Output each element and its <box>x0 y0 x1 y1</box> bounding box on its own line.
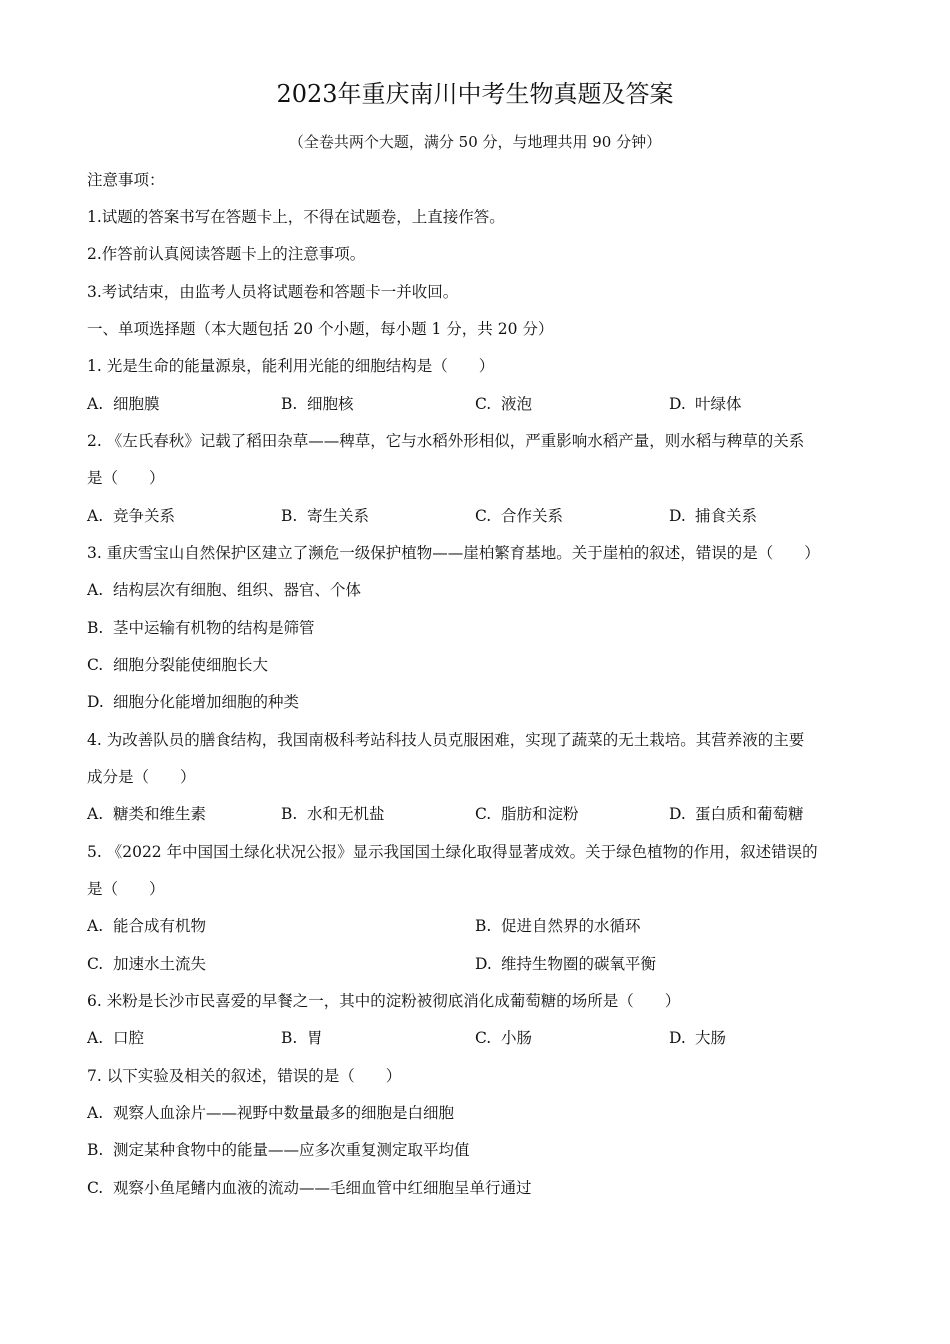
option-letter: D. <box>669 395 686 413</box>
section-heading: 一、单项选择题（本大题包括 20 个小题，每小题 1 分，共 20 分） <box>87 320 554 338</box>
option-letter: C. <box>475 1029 492 1047</box>
option-letter: A. <box>87 507 104 525</box>
option-text: 细胞分裂能使细胞长大 <box>113 656 269 674</box>
option-letter: A. <box>87 581 104 599</box>
option <box>669 504 757 528</box>
question-stem: 7. 以下实验及相关的叙述，错误的是（ ） <box>87 1067 402 1085</box>
option-text: 捕食关系 <box>695 507 758 525</box>
option-letter: B. <box>281 1029 298 1047</box>
option <box>669 1026 726 1050</box>
option-letter: D. <box>669 805 686 823</box>
option <box>475 1026 532 1050</box>
option <box>475 392 532 416</box>
option <box>281 1026 323 1050</box>
option-text: 细胞核 <box>307 395 354 413</box>
option-letter: B. <box>87 1141 104 1159</box>
option-text: 茎中运输有机物的结构是筛管 <box>113 619 315 637</box>
question-stem: 6. 米粉是长沙市民喜爱的早餐之一，其中的淀粉被彻底消化成葡萄糖的场所是（ ） <box>87 992 681 1010</box>
page-subtitle: （全卷共两个大题，满分 50 分，与地理共用 90 分钟） <box>288 133 662 151</box>
option <box>87 578 361 602</box>
option-text: 液泡 <box>501 395 533 413</box>
option-text: 寄生关系 <box>307 507 370 525</box>
option <box>669 802 804 826</box>
question-stem: 成分是（ ） <box>87 768 196 786</box>
option-letter: C. <box>87 656 104 674</box>
option <box>281 802 385 826</box>
question-stem: 是（ ） <box>87 469 165 487</box>
option-text: 叶绿体 <box>695 395 742 413</box>
option-text: 脂肪和淀粉 <box>501 805 579 823</box>
option-letter: A. <box>87 917 104 935</box>
option-letter: C. <box>87 1179 104 1197</box>
option-text: 水和无机盐 <box>307 805 385 823</box>
question-stem: 1. 光是生命的能量源泉，能利用光能的细胞结构是（ ） <box>87 357 495 375</box>
option-letter: B. <box>475 917 492 935</box>
option <box>475 802 579 826</box>
option-text: 细胞分化能增加细胞的种类 <box>113 693 300 711</box>
option <box>281 504 369 528</box>
option <box>475 504 563 528</box>
option-letter: A. <box>87 395 104 413</box>
option <box>87 1176 532 1200</box>
option-text: 合作关系 <box>501 507 564 525</box>
notice-item: 3.考试结束，由监考人员将试题卷和答题卡一并收回。 <box>87 283 459 301</box>
option <box>475 952 656 976</box>
option <box>87 1026 144 1050</box>
option-letter: C. <box>475 805 492 823</box>
question-stem: 2. 《左氏春秋》记载了稻田杂草——稗草，它与水稻外形相似，严重影响水稻产量，则水稻与稗草的关系 <box>87 432 805 450</box>
option-text: 竞争关系 <box>113 507 176 525</box>
option-text: 大肠 <box>695 1029 727 1047</box>
option <box>87 392 160 416</box>
option-text: 测定某种食物中的能量——应多次重复测定取平均值 <box>113 1141 470 1159</box>
option <box>669 392 742 416</box>
option-letter: B. <box>281 805 298 823</box>
page-title: 2023年重庆南川中考生物真题及答案 <box>276 80 674 108</box>
option-letter: B. <box>87 619 104 637</box>
notice-heading: 注意事项： <box>87 171 165 189</box>
option-text: 胃 <box>307 1029 323 1047</box>
option <box>87 653 268 677</box>
option-letter: D. <box>669 507 686 525</box>
option-text: 能合成有机物 <box>113 917 207 935</box>
question-stem: 4. 为改善队员的膳食结构，我国南极科考站科技人员克服困难，实现了蔬菜的无土栽培。其营养液的主要 <box>87 731 805 749</box>
option-letter: A. <box>87 805 104 823</box>
option <box>281 392 354 416</box>
option-letter: D. <box>87 693 104 711</box>
option-letter: B. <box>281 507 298 525</box>
option <box>87 1138 470 1162</box>
notice-item: 1.试题的答案书写在答题卡上，不得在试题卷，上直接作答。 <box>87 208 505 226</box>
option-letter: A. <box>87 1104 104 1122</box>
option-text: 糖类和维生素 <box>113 805 207 823</box>
option-letter: C. <box>475 507 492 525</box>
option-text: 观察小鱼尾鳍内血液的流动——毛细血管中红细胞呈单行通过 <box>113 1179 532 1197</box>
option <box>87 1101 454 1125</box>
option-text: 蛋白质和葡萄糖 <box>695 805 804 823</box>
option-letter: D. <box>669 1029 686 1047</box>
option-text: 观察人血涂片——视野中数量最多的细胞是白细胞 <box>113 1104 455 1122</box>
option <box>87 952 206 976</box>
option-letter: C. <box>87 955 104 973</box>
option-text: 细胞膜 <box>113 395 160 413</box>
option-text: 口腔 <box>113 1029 145 1047</box>
option-letter: B. <box>281 395 298 413</box>
option-letter: A. <box>87 1029 104 1047</box>
option <box>87 616 315 640</box>
option <box>87 802 206 826</box>
option-text: 加速水土流失 <box>113 955 207 973</box>
question-stem: 5. 《2022 年中国国土绿化状况公报》显示我国国土绿化取得显著成效。关于绿色植物的作用，叙述错误的 <box>87 843 818 861</box>
option-text: 结构层次有细胞、组织、器官、个体 <box>113 581 362 599</box>
question-stem: 是（ ） <box>87 880 165 898</box>
option-letter: C. <box>475 395 492 413</box>
option-text: 小肠 <box>501 1029 533 1047</box>
option <box>87 914 206 938</box>
option <box>475 914 641 938</box>
question-stem: 3. 重庆雪宝山自然保护区建立了濒危一级保护植物——崖柏繁育基地。关于崖柏的叙述，错误的是（ ） <box>87 544 820 562</box>
option <box>87 690 299 714</box>
option-text: 维持生物圈的碳氧平衡 <box>501 955 657 973</box>
option-letter: D. <box>475 955 492 973</box>
option <box>87 504 175 528</box>
notice-item: 2.作答前认真阅读答题卡上的注意事项。 <box>87 245 366 263</box>
option-text: 促进自然界的水循环 <box>501 917 641 935</box>
